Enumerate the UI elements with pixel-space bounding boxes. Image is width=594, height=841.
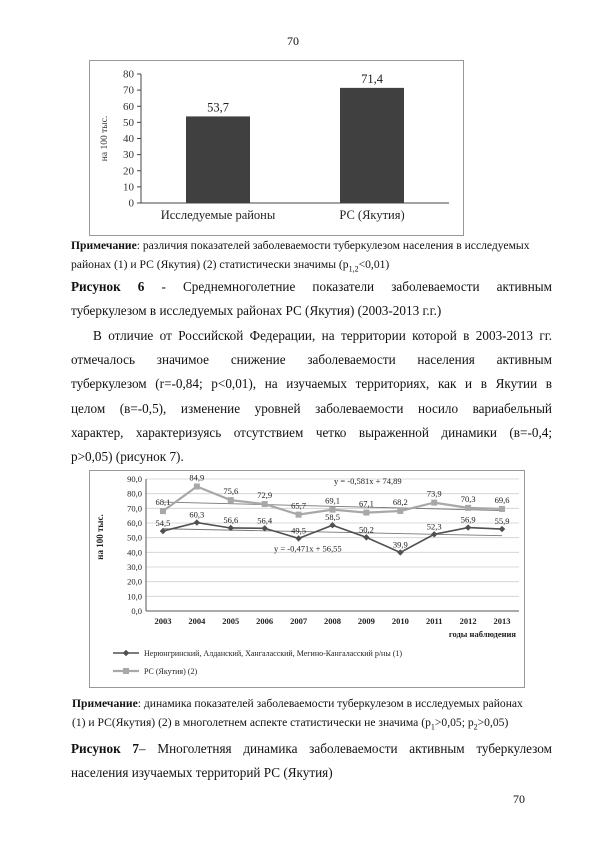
caption-label: Рисунок 6 — [71, 279, 145, 294]
x-tick-label: 2010 — [391, 616, 409, 626]
trend-equation: y = -0,471x + 56,55 — [274, 543, 342, 554]
y-tick-label: 0 — [128, 197, 134, 210]
body-line: характер, характеризуясь отсутствием четко выраженной динамики (в=-0,4; — [71, 424, 552, 440]
data-label: 65,7 — [291, 500, 307, 511]
note-text-line2: районах (1) и РС (Якутия) (2) статистически значимы (p — [71, 257, 349, 271]
chart-frame — [90, 61, 464, 236]
y-tick-label: 50,0 — [127, 532, 142, 543]
y-tick-label: 0,0 — [131, 606, 142, 616]
y-tick-label: 20 — [123, 165, 134, 178]
x-tick-label: 2012 — [459, 616, 477, 626]
data-label: 72,9 — [257, 490, 273, 501]
y-axis-label: на 100 тыс. — [100, 115, 110, 162]
legend-marker — [123, 668, 129, 674]
x-tick-label: 2013 — [493, 616, 511, 626]
data-label: 55,9 — [494, 516, 510, 527]
data-label: 69,1 — [325, 495, 340, 506]
data-label: 50,2 — [358, 524, 374, 535]
y-axis-label: на 100 тыс. — [95, 514, 105, 560]
body-line: p>0,05) (рисунок 7). — [71, 449, 184, 465]
y-tick-label: 70,0 — [127, 503, 142, 514]
y-tick-label: 40 — [123, 133, 134, 145]
note-label: Примечание — [71, 239, 137, 252]
y-tick-label: 20,0 — [127, 576, 142, 587]
bar — [340, 88, 404, 203]
x-tick-label: 2004 — [188, 616, 206, 626]
data-point — [363, 510, 369, 516]
bar-value-label: 53,7 — [207, 100, 229, 115]
trend-equation: y = -0,581x + 74,89 — [334, 476, 402, 487]
data-label: 56,9 — [460, 514, 476, 525]
note-text-line1: : различия показателей заболеваемости туберкулезом населения в исследуемых — [136, 239, 530, 252]
data-label: 75,6 — [223, 486, 239, 497]
figure-7-line-chart — [89, 470, 525, 688]
page-number-bottom: 70 — [513, 792, 525, 806]
x-tick-label: 2005 — [222, 616, 240, 626]
data-point — [397, 508, 403, 514]
data-label: 68,1 — [155, 497, 171, 508]
data-label: 52,3 — [426, 521, 442, 532]
data-point — [499, 506, 505, 512]
y-tick-label: 80,0 — [127, 488, 142, 499]
bar — [186, 116, 250, 203]
figure-7-caption — [71, 737, 552, 785]
data-label: 56,6 — [223, 514, 239, 525]
data-label: 69,6 — [494, 494, 510, 505]
x-tick-label: 2003 — [154, 616, 172, 626]
y-tick-label: 10 — [123, 181, 134, 194]
data-label: 73,9 — [426, 488, 442, 499]
caption-label: Рисунок 7 — [71, 741, 140, 756]
note-text-line2-mid: >0,05; p — [434, 715, 474, 729]
bar-value-label: 71,4 — [361, 71, 383, 86]
y-tick-label: 30,0 — [127, 562, 142, 572]
note-text-line2: (1) и РС(Якутия) (2) в многолетнем аспекте статистически не значима (p — [72, 715, 431, 729]
note-subscript: 1 — [430, 721, 435, 731]
caption-line1: – Многолетняя динамика заболеваемости активным туберкулезом — [139, 741, 552, 756]
data-label: 39,9 — [392, 539, 408, 550]
x-tick-label: 2008 — [324, 616, 341, 626]
data-point — [465, 505, 471, 511]
figure-6-caption — [71, 275, 552, 323]
caption-line2: населения изучаемых территорий РС (Якутия) — [71, 765, 333, 781]
x-tick-label: 2006 — [256, 616, 274, 626]
note-text-line2-end: <0,01) — [358, 257, 390, 271]
figure-6-bar-chart — [89, 60, 464, 236]
data-point — [431, 500, 437, 506]
note-subscript: 2 — [473, 721, 478, 731]
y-tick-label: 40,0 — [127, 547, 142, 558]
data-point — [160, 508, 166, 514]
y-tick-label: 10,0 — [127, 591, 142, 602]
data-point — [262, 501, 268, 507]
body-line: В отличие от Российской Федерации, на территории которой в 2003-2013 гг. — [93, 328, 552, 343]
data-label: 84,9 — [189, 472, 205, 483]
y-tick-label: 30 — [123, 149, 134, 162]
data-label: 54,5 — [155, 518, 171, 529]
note-label: Примечание — [72, 697, 138, 710]
y-tick-label: 90,0 — [127, 474, 142, 484]
note-subscript: 1,2 — [348, 263, 359, 273]
x-axis-label: годы наблюдения — [448, 629, 516, 639]
y-tick-label: 80 — [123, 68, 134, 81]
data-label: 49,5 — [291, 525, 307, 536]
data-label: 60,3 — [189, 509, 205, 520]
note-text-line2-end: >0,05) — [477, 715, 509, 729]
data-point — [330, 507, 336, 513]
data-point — [296, 512, 302, 518]
data-label: 58,5 — [325, 512, 340, 523]
caption-line1: - Среднемноголетние показатели заболеваемости активным — [144, 279, 553, 294]
data-point — [228, 497, 234, 503]
y-tick-label: 60,0 — [127, 518, 142, 528]
data-label: 70,3 — [460, 493, 476, 504]
figure-7-note — [72, 695, 552, 736]
y-tick-label: 70 — [123, 84, 134, 97]
body-line: отмечалось значимое снижение заболеваемости населения активным — [71, 352, 552, 368]
figure-6-note — [71, 237, 551, 278]
legend-label: Нерюнгринский, Алданский, Хангаласский, Мегино-Кангаласский р/ны (1) — [144, 649, 403, 658]
x-tick-label: 2011 — [425, 616, 443, 626]
x-tick-label: 2009 — [357, 616, 375, 626]
x-category-label: РС (Якутия) — [339, 208, 405, 222]
y-tick-label: 50 — [123, 116, 134, 129]
legend-label: РС (Якутия) (2) — [144, 667, 198, 676]
y-tick-label: 60 — [123, 100, 134, 113]
page-number-top: 70 — [287, 34, 299, 48]
note-text-line1: : динамика показателей заболеваемости туберкулезом в исследуемых районах — [137, 697, 523, 710]
data-point — [194, 483, 200, 489]
body-line: туберкулезом (r=-0,84; p<0,01), на изучаемых территориях, как и в Якутии в — [71, 376, 552, 392]
data-label: 68,2 — [392, 496, 408, 507]
caption-line2: туберкулезом в исследуемых районах РС (Якутия) (2003-2013 г.г.) — [71, 303, 442, 319]
data-label: 56,4 — [257, 515, 273, 526]
x-category-label: Исследуемые районы — [160, 208, 276, 222]
body-paragraph — [71, 324, 552, 469]
x-tick-label: 2007 — [290, 616, 308, 626]
body-line: целом (в=-0,5), изменение уровней заболеваемости носило вариабельный — [71, 400, 552, 416]
data-label: 67,1 — [358, 498, 374, 509]
